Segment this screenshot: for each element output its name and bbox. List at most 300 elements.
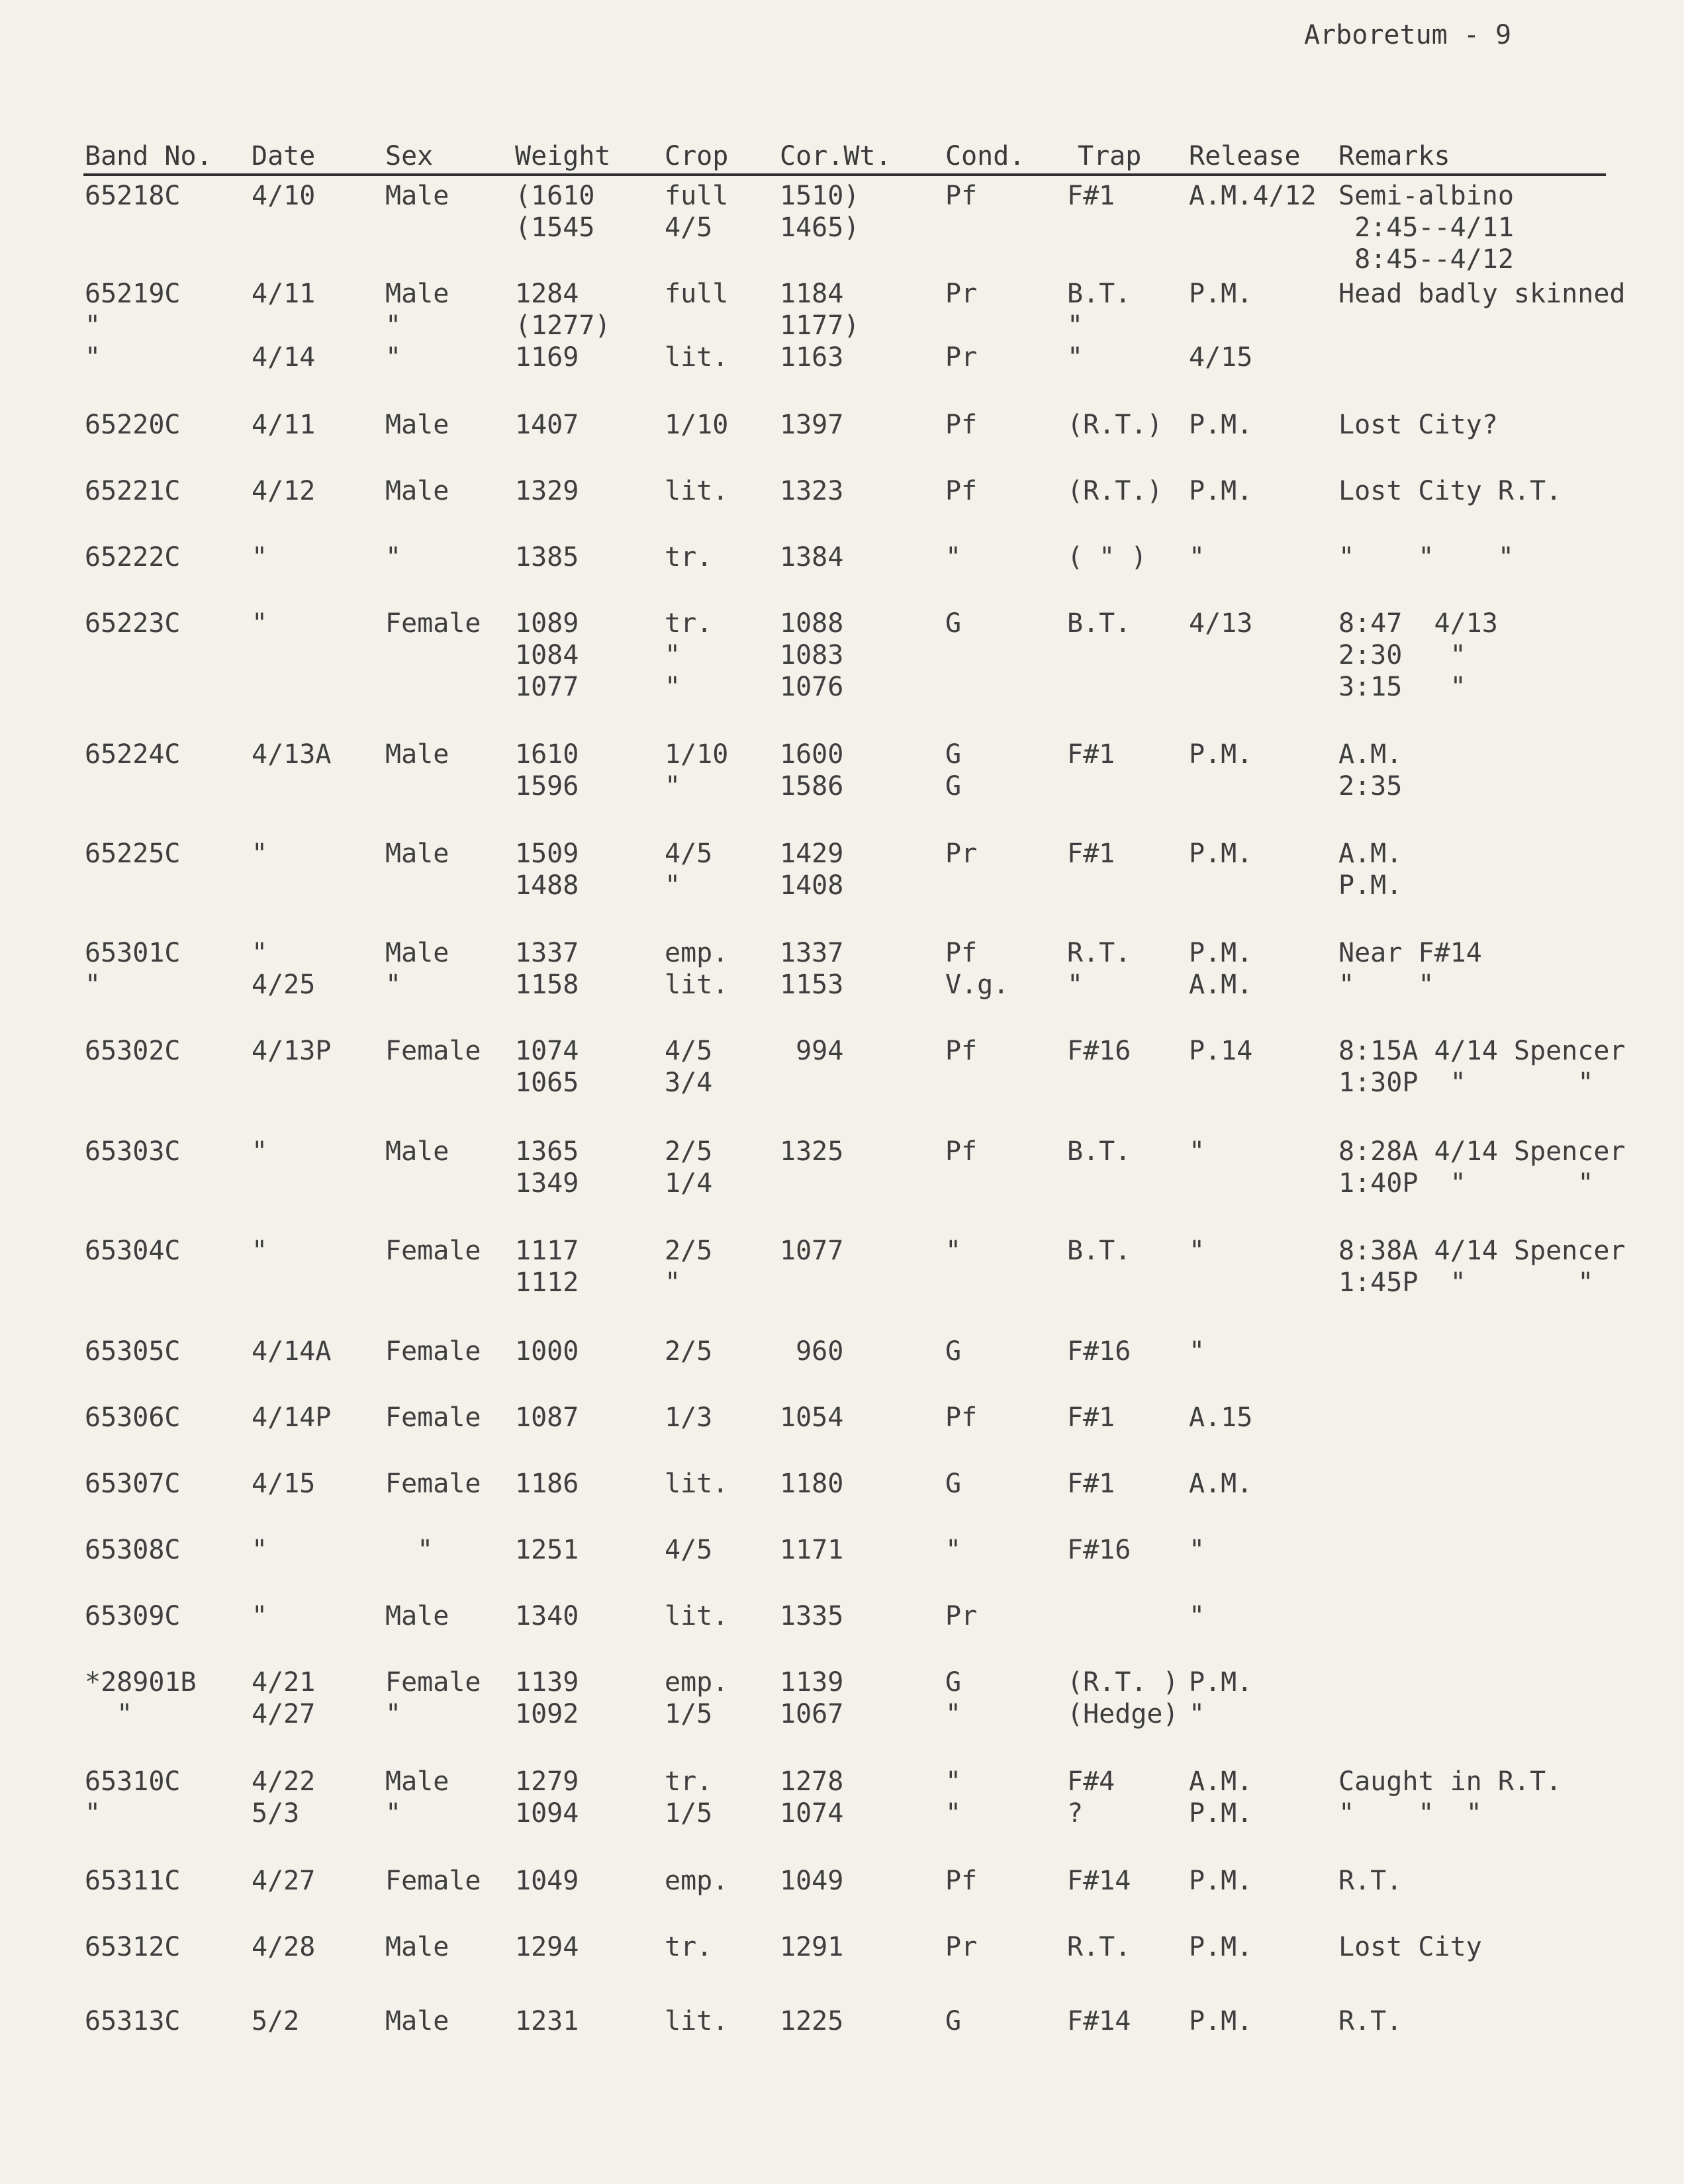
cell-weight: 1117 xyxy=(515,1236,579,1266)
cell-cond: Pr xyxy=(945,279,978,309)
cell-release: P.14 xyxy=(1189,1036,1253,1066)
cell-sex: Male xyxy=(385,181,449,211)
cell-remarks: Lost City? xyxy=(1338,410,1498,440)
cell-sex: Female xyxy=(385,1336,481,1367)
cell-release: P.M. xyxy=(1189,2006,1253,2036)
cell-band: 65312C xyxy=(85,1932,181,1962)
cell-remarks: Head badly skinned xyxy=(1338,279,1626,309)
cell-weight: 1094 xyxy=(515,1798,579,1829)
cell-band: 65225C xyxy=(85,839,181,869)
cell-remarks: " " " xyxy=(1338,542,1514,572)
cell-cond: " xyxy=(945,1535,962,1565)
cell-release: P.M. xyxy=(1189,1866,1253,1896)
cell-crop: 1/5 xyxy=(665,1798,713,1829)
cell-release: P.M. xyxy=(1189,1667,1253,1698)
cell-sex: Female xyxy=(385,1667,481,1698)
cell-crop: 4/5 xyxy=(665,839,713,869)
cell-remarks: Lost City xyxy=(1338,1932,1482,1962)
cell-remarks: 3:15 " xyxy=(1338,672,1466,702)
cell-band: 65224C xyxy=(85,739,181,770)
cell-date: " xyxy=(252,1136,268,1167)
cell-corwt: 1278 xyxy=(780,1766,844,1797)
cell-cond: Pf xyxy=(945,1402,978,1433)
cell-band: 65308C xyxy=(85,1535,181,1565)
cell-sex: Male xyxy=(385,1601,449,1631)
cell-crop: tr. xyxy=(665,608,713,639)
cell-corwt: 994 xyxy=(780,1036,844,1066)
cell-cond: G xyxy=(945,2006,962,2036)
cell-cond: Pr xyxy=(945,1932,978,1962)
cell-sex: Male xyxy=(385,938,449,968)
cell-crop: lit. xyxy=(665,970,729,1000)
cell-date: 4/11 xyxy=(252,410,316,440)
cell-weight: 1294 xyxy=(515,1932,579,1962)
cell-band: " xyxy=(85,342,101,373)
cell-weight: 1077 xyxy=(515,672,579,702)
cell-cond: Pf xyxy=(945,938,978,968)
cell-date: " xyxy=(252,938,268,968)
cell-remarks: A.M. xyxy=(1338,739,1403,770)
cell-band: " xyxy=(85,1798,101,1829)
cell-crop: 1/10 xyxy=(665,410,729,440)
cell-corwt: 1074 xyxy=(780,1798,844,1829)
cell-sex: Male xyxy=(385,410,449,440)
cell-cond: Pf xyxy=(945,181,978,211)
cell-band: 65222C xyxy=(85,542,181,572)
cell-date: 4/25 xyxy=(252,970,316,1000)
cell-remarks: A.M. xyxy=(1338,839,1403,869)
cell-trap: " xyxy=(1067,342,1084,373)
cell-cond: G xyxy=(945,1469,962,1499)
cell-corwt: 1067 xyxy=(780,1699,844,1729)
cell-weight: (1277) xyxy=(515,310,611,341)
cell-sex: " xyxy=(385,970,402,1000)
cell-trap: ? xyxy=(1067,1798,1084,1829)
cell-weight: 1365 xyxy=(515,1136,579,1167)
cell-band: 65311C xyxy=(85,1866,181,1896)
cell-sex: Male xyxy=(385,1932,449,1962)
cell-band: *28901B xyxy=(85,1667,197,1698)
cell-band: 65313C xyxy=(85,2006,181,2036)
cell-release: " xyxy=(1189,1535,1205,1565)
cell-remarks: 2:35 xyxy=(1338,771,1403,801)
cell-trap: F#14 xyxy=(1067,2006,1131,2036)
cell-cond: Pr xyxy=(945,839,978,869)
cell-corwt: 1408 xyxy=(780,870,844,901)
page-label: Arboretum - 9 xyxy=(1304,20,1512,50)
cell-crop: " xyxy=(665,1267,681,1298)
cell-crop: " xyxy=(665,672,681,702)
cell-crop: full xyxy=(665,279,729,309)
cell-release: A.15 xyxy=(1189,1402,1253,1433)
cell-sex: Male xyxy=(385,739,449,770)
cell-trap: F#16 xyxy=(1067,1535,1131,1565)
cell-date: 4/14A xyxy=(252,1336,332,1367)
cell-crop: tr. xyxy=(665,1932,713,1962)
cell-remarks: 1:40P " " xyxy=(1338,1168,1594,1199)
cell-band: " xyxy=(85,1699,133,1729)
cell-band: 65223C xyxy=(85,608,181,639)
cell-corwt: 1429 xyxy=(780,839,844,869)
column-header: Remarks xyxy=(1338,141,1450,171)
cell-release: P.M. xyxy=(1189,410,1253,440)
cell-sex: Female xyxy=(385,1236,481,1266)
cell-corwt: 1325 xyxy=(780,1136,844,1167)
cell-remarks: " " xyxy=(1338,970,1434,1000)
cell-sex: Female xyxy=(385,1866,481,1896)
cell-trap: F#1 xyxy=(1067,181,1115,211)
cell-sex: " xyxy=(385,1535,434,1565)
cell-weight: 1158 xyxy=(515,970,579,1000)
cell-band: 65302C xyxy=(85,1036,181,1066)
cell-weight: 1337 xyxy=(515,938,579,968)
cell-trap: (R.T. ) xyxy=(1067,1667,1179,1698)
cell-date: 4/15 xyxy=(252,1469,316,1499)
cell-crop: 3/4 xyxy=(665,1068,713,1098)
cell-band: 65219C xyxy=(85,279,181,309)
cell-release: " xyxy=(1189,1601,1205,1631)
cell-crop: emp. xyxy=(665,938,729,968)
cell-corwt: 1076 xyxy=(780,672,844,702)
cell-trap: F#1 xyxy=(1067,739,1115,770)
cell-trap: B.T. xyxy=(1067,1136,1131,1167)
cell-remarks: 8:38A 4/14 Spencer xyxy=(1338,1236,1626,1266)
cell-cond: Pr xyxy=(945,342,978,373)
cell-trap: F#1 xyxy=(1067,1469,1115,1499)
cell-crop: 2/5 xyxy=(665,1136,713,1167)
cell-remarks: Semi-albino xyxy=(1338,181,1514,211)
cell-corwt: 1177) xyxy=(780,310,860,341)
cell-corwt: 1335 xyxy=(780,1601,844,1631)
cell-crop: " xyxy=(665,640,681,670)
cell-band: 65304C xyxy=(85,1236,181,1266)
column-header: Crop xyxy=(665,141,729,171)
cell-remarks: P.M. xyxy=(1338,870,1403,901)
cell-date: 4/10 xyxy=(252,181,316,211)
cell-sex: Female xyxy=(385,1469,481,1499)
cell-release: " xyxy=(1189,1336,1205,1367)
cell-cond: " xyxy=(945,542,962,572)
cell-band: 65221C xyxy=(85,476,181,506)
cell-date: 4/13A xyxy=(252,739,332,770)
cell-weight: 1488 xyxy=(515,870,579,901)
cell-weight: 1340 xyxy=(515,1601,579,1631)
cell-trap: B.T. xyxy=(1067,1236,1131,1266)
cell-sex: " xyxy=(385,310,402,341)
cell-cond: G xyxy=(945,608,962,639)
cell-cond: G xyxy=(945,1336,962,1367)
cell-crop: 1/3 xyxy=(665,1402,713,1433)
cell-band: " xyxy=(85,970,101,1000)
cell-remarks: 8:45--4/12 xyxy=(1338,244,1514,275)
cell-date: 4/13P xyxy=(252,1036,332,1066)
cell-date: 4/27 xyxy=(252,1699,316,1729)
column-header: Release xyxy=(1189,141,1301,171)
cell-remarks: Caught in R.T. xyxy=(1338,1766,1562,1797)
cell-trap: (Hedge) xyxy=(1067,1699,1179,1729)
cell-remarks: R.T. xyxy=(1338,2006,1403,2036)
cell-corwt: 1163 xyxy=(780,342,844,373)
cell-trap: F#1 xyxy=(1067,1402,1115,1433)
cell-corwt: 1600 xyxy=(780,739,844,770)
cell-cond: V.g. xyxy=(945,970,1009,1000)
cell-date: 4/14 xyxy=(252,342,316,373)
cell-remarks: R.T. xyxy=(1338,1866,1403,1896)
cell-band: 65220C xyxy=(85,410,181,440)
cell-trap: F#1 xyxy=(1067,839,1115,869)
cell-date: 4/12 xyxy=(252,476,316,506)
cell-remarks: 1:45P " " xyxy=(1338,1267,1594,1298)
cell-trap: R.T. xyxy=(1067,1932,1131,1962)
cell-corwt: 1291 xyxy=(780,1932,844,1962)
cell-weight: 1251 xyxy=(515,1535,579,1565)
cell-crop: 4/5 xyxy=(665,1036,713,1066)
cell-weight: 1074 xyxy=(515,1036,579,1066)
cell-corwt: 1323 xyxy=(780,476,844,506)
cell-weight: 1385 xyxy=(515,542,579,572)
cell-release: A.M. xyxy=(1189,970,1253,1000)
cell-trap: ( " ) xyxy=(1067,542,1147,572)
cell-corwt: 1465) xyxy=(780,212,860,243)
cell-release: " xyxy=(1189,1236,1205,1266)
cell-trap: F#16 xyxy=(1067,1036,1131,1066)
cell-release: P.M. xyxy=(1189,1932,1253,1962)
cell-trap: R.T. xyxy=(1067,938,1131,968)
cell-sex: Female xyxy=(385,1036,481,1066)
column-header: Cor.Wt. xyxy=(780,141,892,171)
cell-weight: 1065 xyxy=(515,1068,579,1098)
cell-sex: Female xyxy=(385,1402,481,1433)
cell-corwt: 1510) xyxy=(780,181,860,211)
cell-corwt: 1225 xyxy=(780,2006,844,2036)
cell-sex: Male xyxy=(385,476,449,506)
column-header: Cond. xyxy=(945,141,1025,171)
cell-remarks: 2:30 " xyxy=(1338,640,1466,670)
cell-release: A.M. xyxy=(1189,1469,1253,1499)
cell-weight: 1169 xyxy=(515,342,579,373)
cell-crop: emp. xyxy=(665,1667,729,1698)
cell-corwt: 1337 xyxy=(780,938,844,968)
cell-release: P.M. xyxy=(1189,476,1253,506)
cell-date: 4/11 xyxy=(252,279,316,309)
cell-corwt: 1077 xyxy=(780,1236,844,1266)
cell-corwt: 1586 xyxy=(780,771,844,801)
cell-corwt: 960 xyxy=(780,1336,844,1367)
cell-weight: 1084 xyxy=(515,640,579,670)
cell-cond: Pf xyxy=(945,1136,978,1167)
cell-sex: Male xyxy=(385,2006,449,2036)
cell-release: A.M. xyxy=(1189,1766,1253,1797)
column-header: Weight xyxy=(515,141,611,171)
cell-weight: 1092 xyxy=(515,1699,579,1729)
cell-release: A.M.4/12 xyxy=(1189,181,1317,211)
cell-weight: 1349 xyxy=(515,1168,579,1199)
cell-corwt: 1083 xyxy=(780,640,844,670)
cell-weight: 1279 xyxy=(515,1766,579,1797)
cell-sex: Male xyxy=(385,839,449,869)
cell-corwt: 1088 xyxy=(780,608,844,639)
cell-remarks: 1:30P " " xyxy=(1338,1068,1594,1098)
cell-trap: F#14 xyxy=(1067,1866,1131,1896)
cell-date: 5/3 xyxy=(252,1798,300,1829)
cell-trap: B.T. xyxy=(1067,279,1131,309)
cell-crop: lit. xyxy=(665,1469,729,1499)
cell-weight: (1610 xyxy=(515,181,595,211)
cell-weight: 1509 xyxy=(515,839,579,869)
cell-band: 65310C xyxy=(85,1766,181,1797)
cell-weight: 1089 xyxy=(515,608,579,639)
table-header xyxy=(0,140,1684,177)
cell-date: 5/2 xyxy=(252,2006,300,2036)
cell-crop: lit. xyxy=(665,476,729,506)
cell-release: P.M. xyxy=(1189,839,1253,869)
cell-corwt: 1054 xyxy=(780,1402,844,1433)
cell-remarks: 8:28A 4/14 Spencer xyxy=(1338,1136,1626,1167)
cell-corwt: 1384 xyxy=(780,542,844,572)
header-rule xyxy=(83,173,1606,176)
cell-weight: 1610 xyxy=(515,739,579,770)
cell-band: 65307C xyxy=(85,1469,181,1499)
column-header: Band No. xyxy=(85,141,212,171)
cell-sex: Male xyxy=(385,1136,449,1167)
cell-band: 65306C xyxy=(85,1402,181,1433)
cell-cond: " xyxy=(945,1798,962,1829)
cell-crop: 1/5 xyxy=(665,1699,713,1729)
cell-release: 4/13 xyxy=(1189,608,1253,639)
cell-crop: 4/5 xyxy=(665,212,713,243)
cell-sex: " xyxy=(385,1798,402,1829)
cell-corwt: 1180 xyxy=(780,1469,844,1499)
cell-crop: 1/10 xyxy=(665,739,729,770)
cell-remarks: 8:15A 4/14 Spencer xyxy=(1338,1036,1626,1066)
cell-trap: F#4 xyxy=(1067,1766,1115,1797)
cell-crop: emp. xyxy=(665,1866,729,1896)
cell-band: " xyxy=(85,310,101,341)
cell-release: " xyxy=(1189,1699,1205,1729)
cell-remarks: 8:47 4/13 xyxy=(1338,608,1498,639)
cell-cond: G xyxy=(945,1667,962,1698)
cell-weight: 1049 xyxy=(515,1866,579,1896)
cell-release: 4/15 xyxy=(1189,342,1253,373)
cell-crop: 2/5 xyxy=(665,1336,713,1367)
cell-band: 65218C xyxy=(85,181,181,211)
cell-corwt: 1397 xyxy=(780,410,844,440)
cell-date: 4/27 xyxy=(252,1866,316,1896)
cell-corwt: 1153 xyxy=(780,970,844,1000)
cell-remarks: Near F#14 xyxy=(1338,938,1482,968)
cell-weight: 1231 xyxy=(515,2006,579,2036)
cell-trap: B.T. xyxy=(1067,608,1131,639)
cell-release: " xyxy=(1189,1136,1205,1167)
cell-band: 65303C xyxy=(85,1136,181,1167)
cell-weight: 1000 xyxy=(515,1336,579,1367)
cell-crop: 1/4 xyxy=(665,1168,713,1199)
cell-cond: " xyxy=(945,1699,962,1729)
cell-release: P.M. xyxy=(1189,1798,1253,1829)
cell-crop: 2/5 xyxy=(665,1236,713,1266)
cell-cond: Pf xyxy=(945,476,978,506)
cell-weight: 1596 xyxy=(515,771,579,801)
cell-cond: Pr xyxy=(945,1601,978,1631)
cell-crop: 4/5 xyxy=(665,1535,713,1565)
cell-release: " xyxy=(1189,542,1205,572)
cell-weight: 1186 xyxy=(515,1469,579,1499)
cell-band: 65301C xyxy=(85,938,181,968)
cell-crop: lit. xyxy=(665,2006,729,2036)
cell-corwt: 1139 xyxy=(780,1667,844,1698)
cell-sex: " xyxy=(385,1699,402,1729)
cell-corwt: 1184 xyxy=(780,279,844,309)
cell-date: " xyxy=(252,1535,268,1565)
column-header: Date xyxy=(252,141,316,171)
cell-band: 65309C xyxy=(85,1601,181,1631)
cell-corwt: 1049 xyxy=(780,1866,844,1896)
cell-sex: " xyxy=(385,542,402,572)
cell-cond: Pf xyxy=(945,1866,978,1896)
cell-remarks: Lost City R.T. xyxy=(1338,476,1562,506)
cell-band: 65305C xyxy=(85,1336,181,1367)
cell-sex: " xyxy=(385,342,402,373)
cell-trap: " xyxy=(1067,310,1084,341)
cell-crop: tr. xyxy=(665,1766,713,1797)
cell-weight: 1329 xyxy=(515,476,579,506)
cell-sex: Male xyxy=(385,1766,449,1797)
cell-release: P.M. xyxy=(1189,739,1253,770)
cell-corwt: 1171 xyxy=(780,1535,844,1565)
cell-crop: " xyxy=(665,771,681,801)
cell-crop: lit. xyxy=(665,342,729,373)
cell-cond: Pf xyxy=(945,410,978,440)
cell-release: P.M. xyxy=(1189,938,1253,968)
cell-trap: (R.T.) xyxy=(1067,476,1163,506)
cell-weight: 1407 xyxy=(515,410,579,440)
cell-crop: full xyxy=(665,181,729,211)
cell-date: 4/22 xyxy=(252,1766,316,1797)
cell-sex: Male xyxy=(385,279,449,309)
cell-weight: 1284 xyxy=(515,279,579,309)
cell-cond: " xyxy=(945,1766,962,1797)
cell-weight: 1139 xyxy=(515,1667,579,1698)
cell-date: " xyxy=(252,1236,268,1266)
cell-cond: Pf xyxy=(945,1036,978,1066)
cell-cond: G xyxy=(945,739,962,770)
cell-date: " xyxy=(252,839,268,869)
cell-date: " xyxy=(252,542,268,572)
cell-trap: (R.T.) xyxy=(1067,410,1163,440)
cell-date: " xyxy=(252,1601,268,1631)
cell-date: 4/28 xyxy=(252,1932,316,1962)
cell-weight: (1545 xyxy=(515,212,595,243)
cell-crop: tr. xyxy=(665,542,713,572)
cell-cond: G xyxy=(945,771,962,801)
cell-date: 4/14P xyxy=(252,1402,332,1433)
column-header: Trap xyxy=(1078,141,1142,171)
cell-weight: 1087 xyxy=(515,1402,579,1433)
cell-remarks: " " " xyxy=(1338,1798,1482,1829)
cell-sex: Female xyxy=(385,608,481,639)
cell-weight: 1112 xyxy=(515,1267,579,1298)
cell-trap: F#16 xyxy=(1067,1336,1131,1367)
column-header: Sex xyxy=(385,141,434,171)
cell-crop: " xyxy=(665,870,681,901)
cell-crop: lit. xyxy=(665,1601,729,1631)
cell-date: " xyxy=(252,608,268,639)
cell-remarks: 2:45--4/11 xyxy=(1338,212,1514,243)
cell-trap: " xyxy=(1067,970,1084,1000)
cell-cond: " xyxy=(945,1236,962,1266)
cell-release: P.M. xyxy=(1189,279,1253,309)
cell-date: 4/21 xyxy=(252,1667,316,1698)
